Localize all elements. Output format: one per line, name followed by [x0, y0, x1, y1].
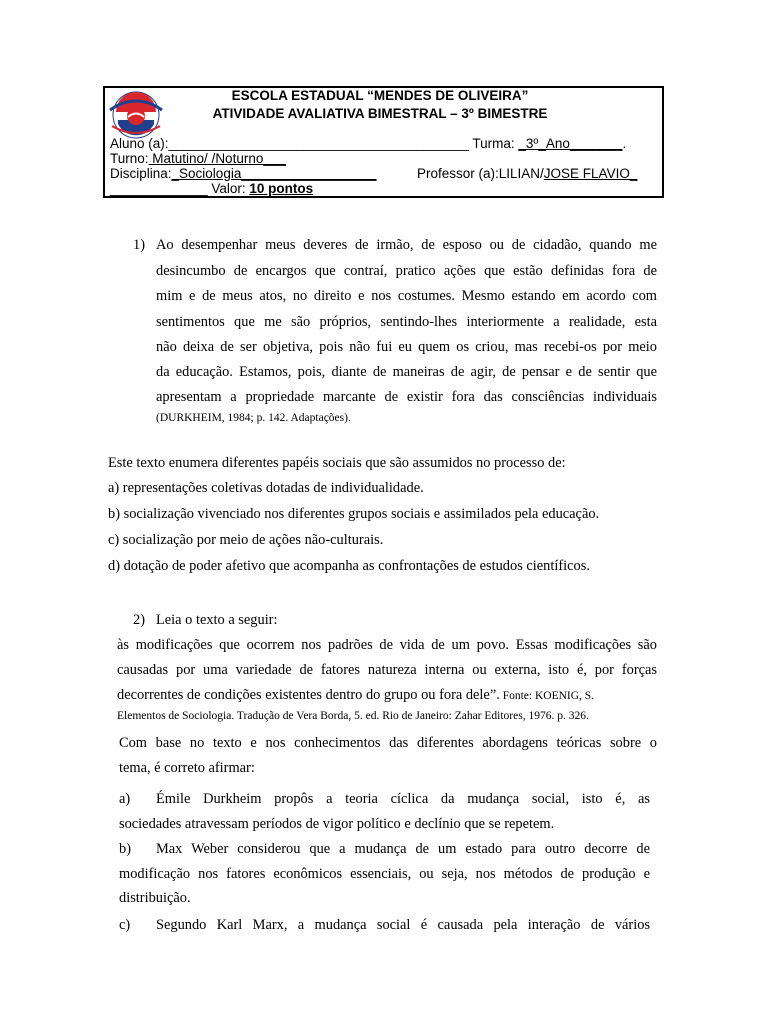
option-letter: d): [108, 558, 120, 574]
q1-option-d[interactable]: [108, 558, 590, 575]
option-text: socialização vivenciado nos diferentes grupos sociais e assimilados pela educação.: [123, 506, 600, 522]
question-1-number: 1): [133, 237, 145, 253]
question-2-number: 2): [133, 612, 145, 628]
q2-source-start: Fonte: KOENIG, S.: [499, 690, 595, 702]
q1-text-line: apresentam a propriedade marcante de existir fora das consciências individuais: [156, 389, 657, 405]
score-blank[interactable]: _____________: [110, 181, 208, 196]
q1-text-line: desincumbo de encargos que contraí, pratico ações que estão definidas fora de: [156, 263, 657, 279]
shift-value[interactable]: Matutino/ /Noturno___: [148, 151, 286, 166]
q2-option-c-letter[interactable]: c): [119, 917, 131, 933]
option-text: representações coletivas dotadas de individualidade.: [122, 480, 424, 496]
q1-text-line: da educação. Estamos, pois, diante de maneiras de agir, de pensar e de sentir que: [156, 364, 657, 380]
option-text: dotação de poder afetivo que acompanha as confrontações de estudos científicos.: [123, 558, 590, 574]
class-label: Turma:: [472, 136, 519, 151]
subject-label: Disciplina:: [110, 166, 172, 181]
q1-source: (DURKHEIM, 1984; p. 142. Adaptações).: [156, 412, 351, 424]
q2-option-b-letter[interactable]: b): [119, 841, 131, 857]
teacher-value: JOSE FLAVIO_: [543, 166, 638, 181]
q1-text-line: sentimentos que me são próprios, sentindo-lhes interiormente a realidade, esta: [156, 314, 657, 330]
q2-text-line: às modificações que ocorrem nos padrões de vida de um povo. Essas modificações são: [117, 637, 657, 653]
class-end: .: [622, 136, 627, 151]
q1-text-line: não deixa de ser objetiva, pois não fui eu quem os criou, mas recebi-os por meio: [156, 339, 657, 355]
teacher-row: [417, 166, 637, 181]
q1-option-b[interactable]: [108, 506, 599, 523]
activity-title: ATIVIDADE AVALIATIVA BIMESTRAL – 3º BIMESTRE: [212, 106, 548, 121]
q2-intro: Leia o texto a seguir:: [156, 612, 278, 628]
school-name: ESCOLA ESTADUAL “MENDES DE OLIVEIRA”: [231, 88, 529, 103]
teacher-label: Professor (a):LILIAN/: [417, 166, 544, 181]
score-label: Valor:: [207, 181, 250, 196]
q1-text-line: mim e de meus atos, no direito e nos costumes. Mesmo estando em acordo com: [156, 288, 657, 304]
q2-option-c-line: Segundo Karl Marx, a mudança social é causada pela interação de vários: [156, 917, 650, 933]
q2-text-line: causadas por uma variedade de fatores natureza interna ou externa, isto é, por forças: [117, 662, 657, 678]
student-blank[interactable]: ________________________________________: [168, 136, 469, 151]
q2-source: Elementos de Sociologia. Tradução de Vera Borda, 5. ed. Rio de Janeiro: Zahar Editores, 1976. p. 326.: [117, 710, 589, 722]
shift-label: Turno:: [110, 151, 149, 166]
option-letter: b): [108, 506, 120, 522]
q1-stem: Este texto enumera diferentes papéis sociais que são assumidos no processo de:: [108, 455, 566, 471]
q2-stem-line: tema, é correto afirmar:: [119, 760, 255, 776]
q2-stem-line: Com base no texto e nos conhecimentos das diferentes abordagens teóricas sobre o: [119, 735, 657, 751]
q2-text-end: decorrentes de condições existentes dentro do grupo ou fora dele”.: [117, 687, 500, 703]
option-text: socialização por meio de ações não-culturais.: [122, 532, 384, 548]
q1-option-c[interactable]: [108, 532, 383, 549]
student-label: Aluno (a):: [110, 136, 169, 151]
option-letter: a): [108, 480, 120, 496]
score-value: 10 pontos: [249, 181, 314, 196]
q2-option-a-line: sociedades atravessam períodos de vigor político e declínio que se repetem.: [119, 816, 555, 832]
subject-row: [110, 166, 376, 181]
subject-value[interactable]: _Sociologia__________________: [171, 166, 377, 181]
q2-text-line-with-source: [117, 687, 594, 704]
q1-text-line: Ao desempenhar meus deveres de irmão, de esposo ou de cidadão, quando me: [156, 237, 657, 253]
student-row: [110, 136, 626, 151]
q2-option-b-line: Max Weber considerou que a mudança de um estado para outro decorre de: [156, 841, 650, 857]
q2-option-a-letter[interactable]: a): [119, 791, 131, 807]
q2-option-b-line: modificação nos fatores econômicos essenciais, ou seja, nos métodos de produção e: [119, 866, 650, 882]
school-logo: [106, 90, 166, 140]
q2-option-b-line: distribuição.: [119, 890, 191, 906]
score-row: [110, 181, 313, 196]
option-letter: c): [108, 532, 120, 548]
shift-row: [110, 151, 286, 166]
class-value[interactable]: _3º_Ano_______: [518, 136, 623, 151]
q1-option-a[interactable]: [108, 480, 424, 497]
q2-option-a-line: Émile Durkheim propôs a teoria cíclica da mudança social, isto é, as: [156, 791, 650, 807]
